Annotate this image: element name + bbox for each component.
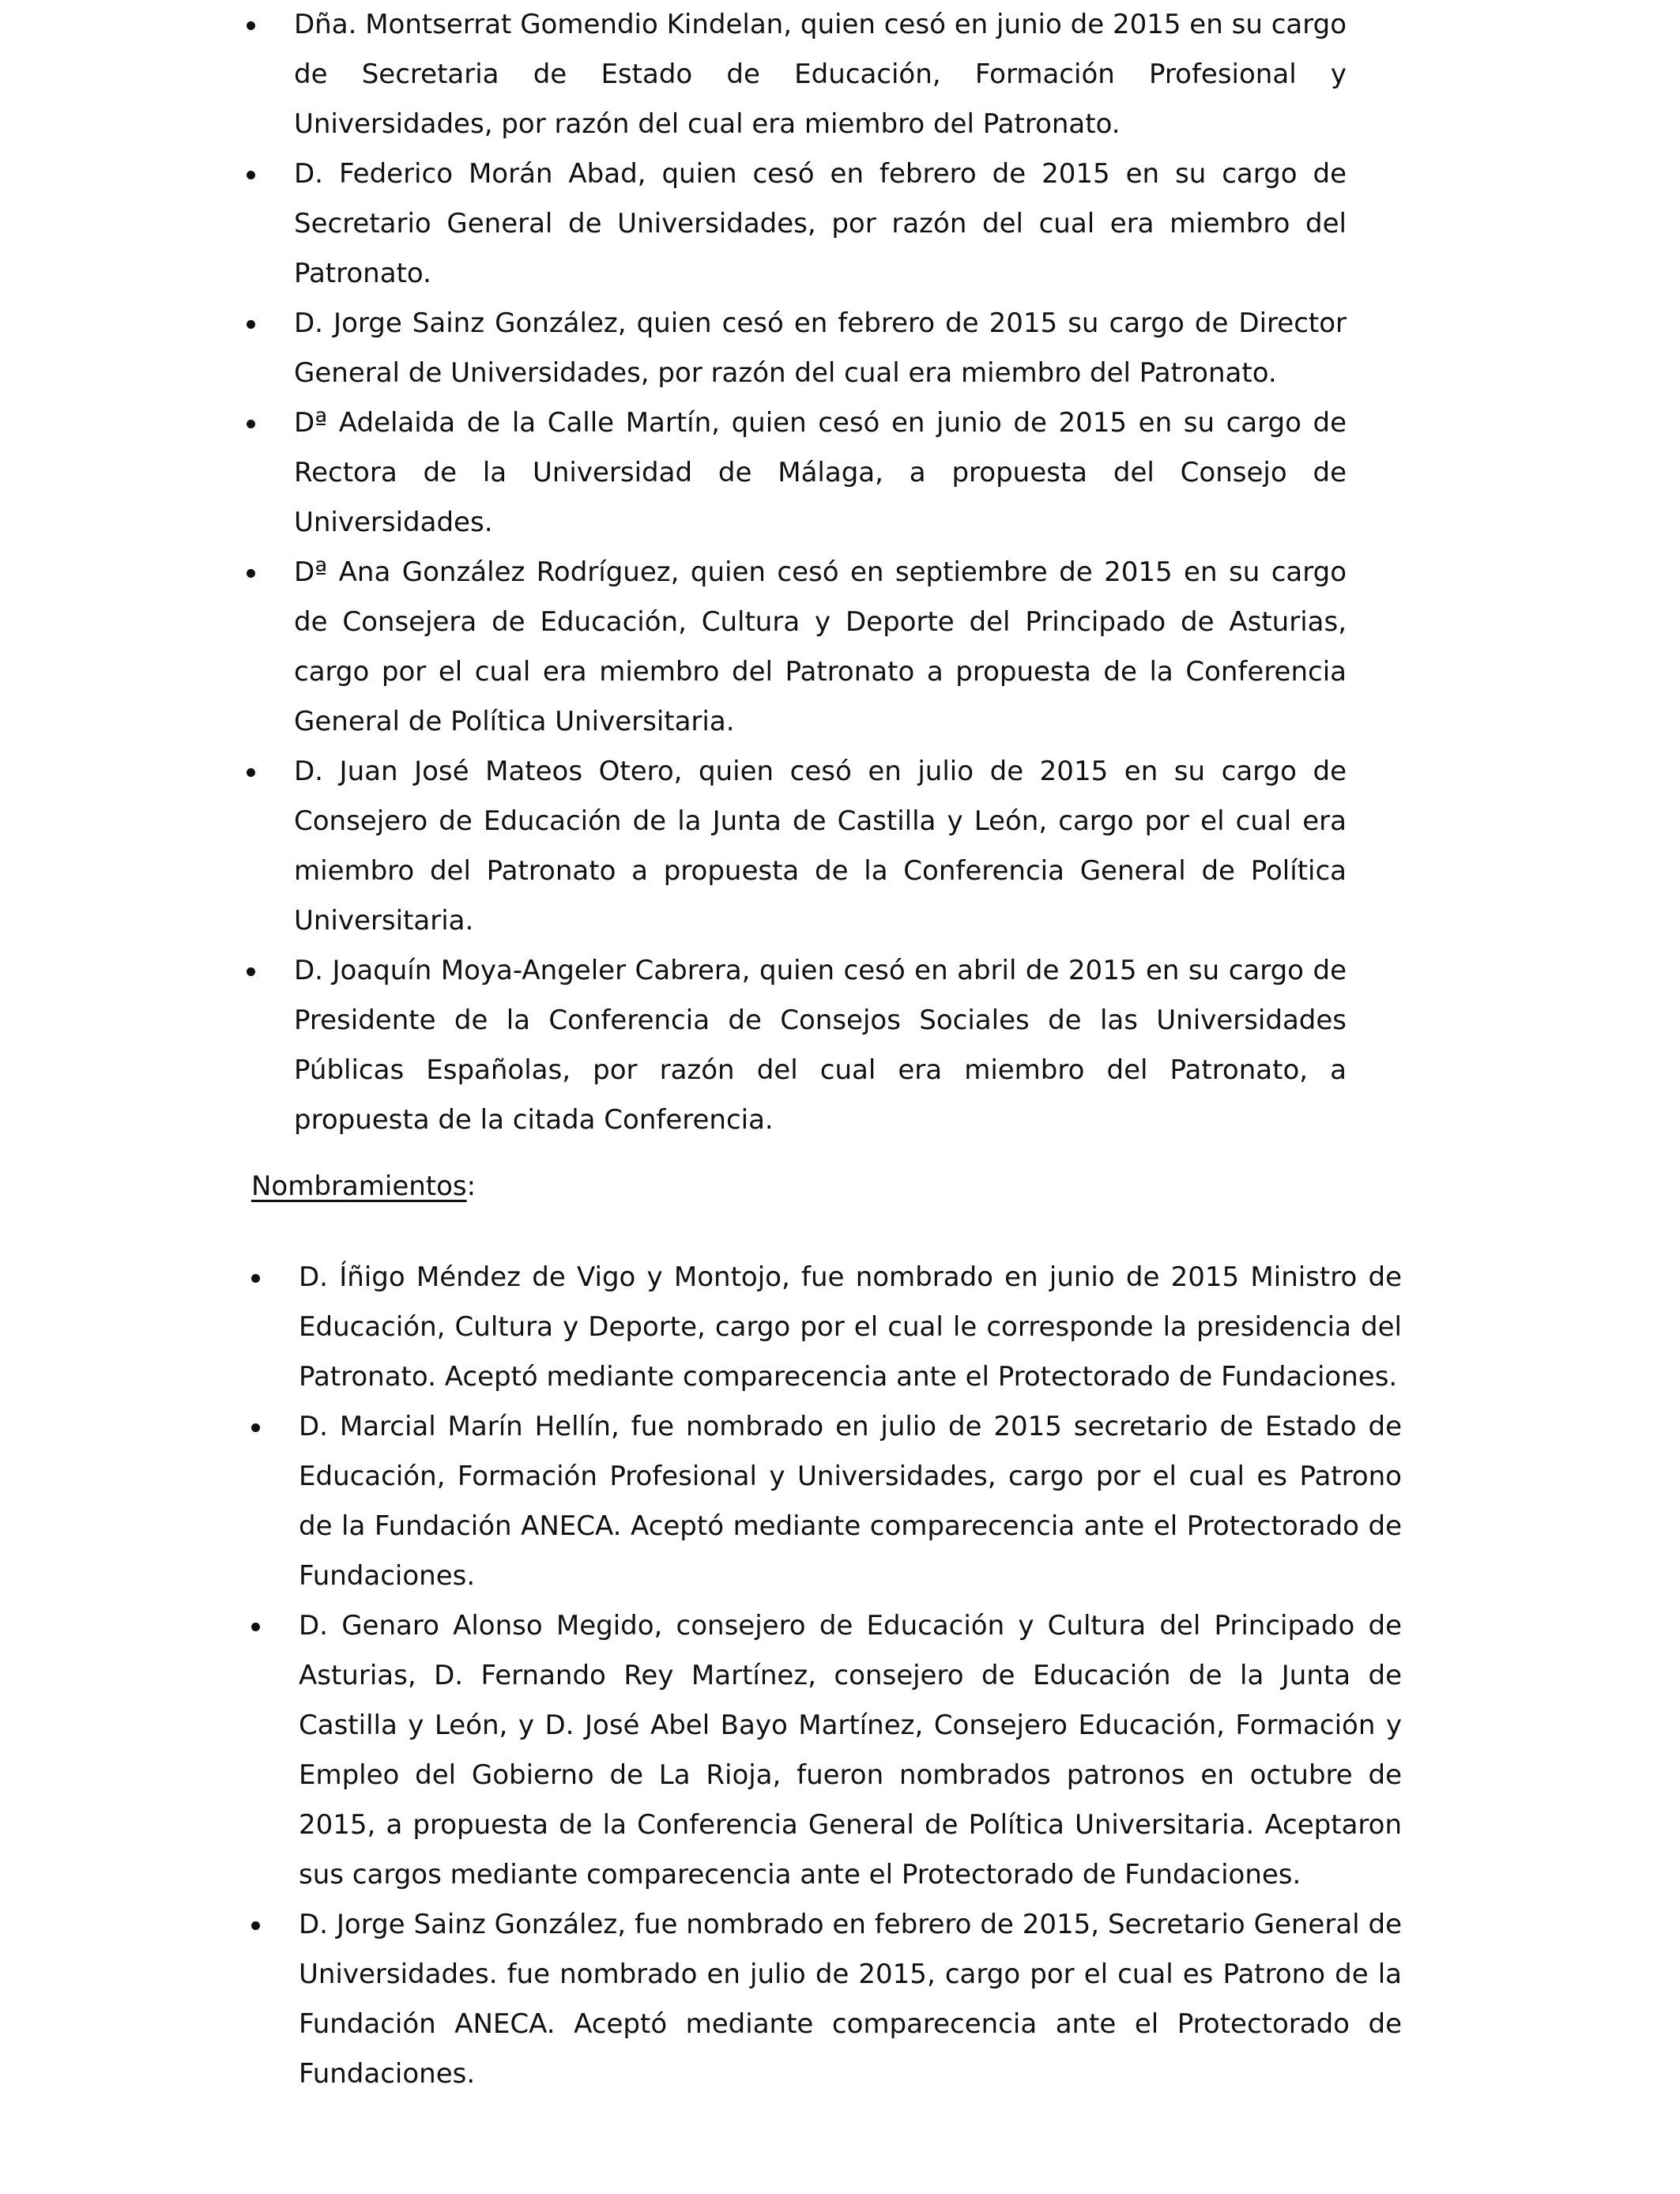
bullet-icon	[251, 1921, 260, 1930]
list-item	[247, 299, 1347, 398]
section-heading-text: Nombramientos	[251, 1171, 467, 1202]
bullet-icon	[251, 1274, 260, 1283]
bullet-icon	[251, 1423, 260, 1432]
list-item	[247, 0, 1347, 149]
list-item	[247, 398, 1347, 548]
item-text: D. Joaquín Moya-Angeler Cabrera, quien cesó en abril de 2015 en su cargo de Presidente de la Conferencia de Consejos Sociales de las Universidades Públicas Españolas, por razón del cual era miembro del Patronato, a propuesta de la citada Conferencia.	[294, 955, 1347, 1136]
item-text: D. Genaro Alonso Megido, consejero de Educación y Cultura del Principado de Asturias, D. Fernando Rey Martínez, consejero de Educación de la Junta de Castilla y León, y D. José Abel Bayo Martínez, Consejero Educación, Formación y Empleo del Gobierno de La Rioja, fueron nombrados patronos en octubre de 2015, a propuesta de la Conferencia General de Política Universitaria. Aceptaron sus cargos mediante comparecencia ante el Protectorado de Fundaciones.	[299, 1610, 1402, 1891]
item-text: D. Jorge Sainz González, quien cesó en febrero de 2015 su cargo de Director General de Universidades, por razón del cual era miembro del Patronato.	[294, 307, 1347, 389]
bullet-icon	[247, 171, 255, 179]
item-text: D. Íñigo Méndez de Vigo y Montojo, fue nombrado en junio de 2015 Ministro de Educación, Cultura y Deporte, cargo por el cual le corresponde la presidencia del Patronato. Aceptó mediante comparecencia ante el Protectorado de Fundaciones.	[299, 1261, 1402, 1393]
item-text: D. Federico Morán Abad, quien cesó en febrero de 2015 en su cargo de Secretario General de Universidades, por razón del cual era miembro del Patronato.	[294, 158, 1347, 289]
item-text: D. Marcial Marín Hellín, fue nombrado en julio de 2015 secretario de Estado de Educación, Formación Profesional y Universidades, cargo por el cual es Patrono de la Fundación ANECA. Aceptó mediante comparecencia ante el Protectorado de Fundaciones.	[299, 1411, 1402, 1592]
bullet-icon	[251, 1623, 260, 1631]
section-heading	[251, 1162, 476, 1212]
bullet-icon	[247, 21, 255, 30]
bullet-icon	[247, 320, 255, 329]
nombramientos-list	[251, 1253, 1402, 2099]
list-item	[251, 1601, 1402, 1900]
list-item	[247, 747, 1347, 946]
item-text: Dª Adelaida de la Calle Martín, quien cesó en junio de 2015 en su cargo de Rectora de la Universidad de Málaga, a propuesta del Consejo de Universidades.	[294, 407, 1347, 538]
bullet-icon	[247, 569, 255, 578]
list-item	[247, 149, 1347, 299]
list-item	[247, 946, 1347, 1145]
bullet-icon	[247, 420, 255, 428]
list-item	[251, 1900, 1402, 2099]
list-item	[251, 1402, 1402, 1601]
bullet-icon	[247, 768, 255, 777]
item-text: D. Juan José Mateos Otero, quien cesó en julio de 2015 en su cargo de Consejero de Educación de la Junta de Castilla y León, cargo por el cual era miembro del Patronato a propuesta de la Conferencia General de Política Universitaria.	[294, 756, 1347, 937]
list-item	[247, 548, 1347, 747]
item-text: Dª Ana González Rodríguez, quien cesó en septiembre de 2015 en su cargo de Consejera de Educación, Cultura y Deporte del Principado de Asturias, cargo por el cual era miembro del Patronato a propuesta de la Conferencia General de Política Universitaria.	[294, 556, 1347, 737]
item-text: D. Jorge Sainz González, fue nombrado en febrero de 2015, Secretario General de Universidades. fue nombrado en julio de 2015, cargo por el cual es Patrono de la Fundación ANECA. Aceptó mediante comparecencia ante el Protectorado de Fundaciones.	[299, 1909, 1402, 2090]
list-item	[251, 1253, 1402, 1402]
item-text: Dña. Montserrat Gomendio Kindelan, quien cesó en junio de 2015 en su cargo de Secretaria de Estado de Educación, Formación Profesional y Universidades, por razón del cual era miembro del Patronato.	[294, 9, 1347, 140]
ceses-list	[247, 0, 1347, 1145]
bullet-icon	[247, 967, 255, 976]
heading-colon: :	[466, 1171, 477, 1202]
